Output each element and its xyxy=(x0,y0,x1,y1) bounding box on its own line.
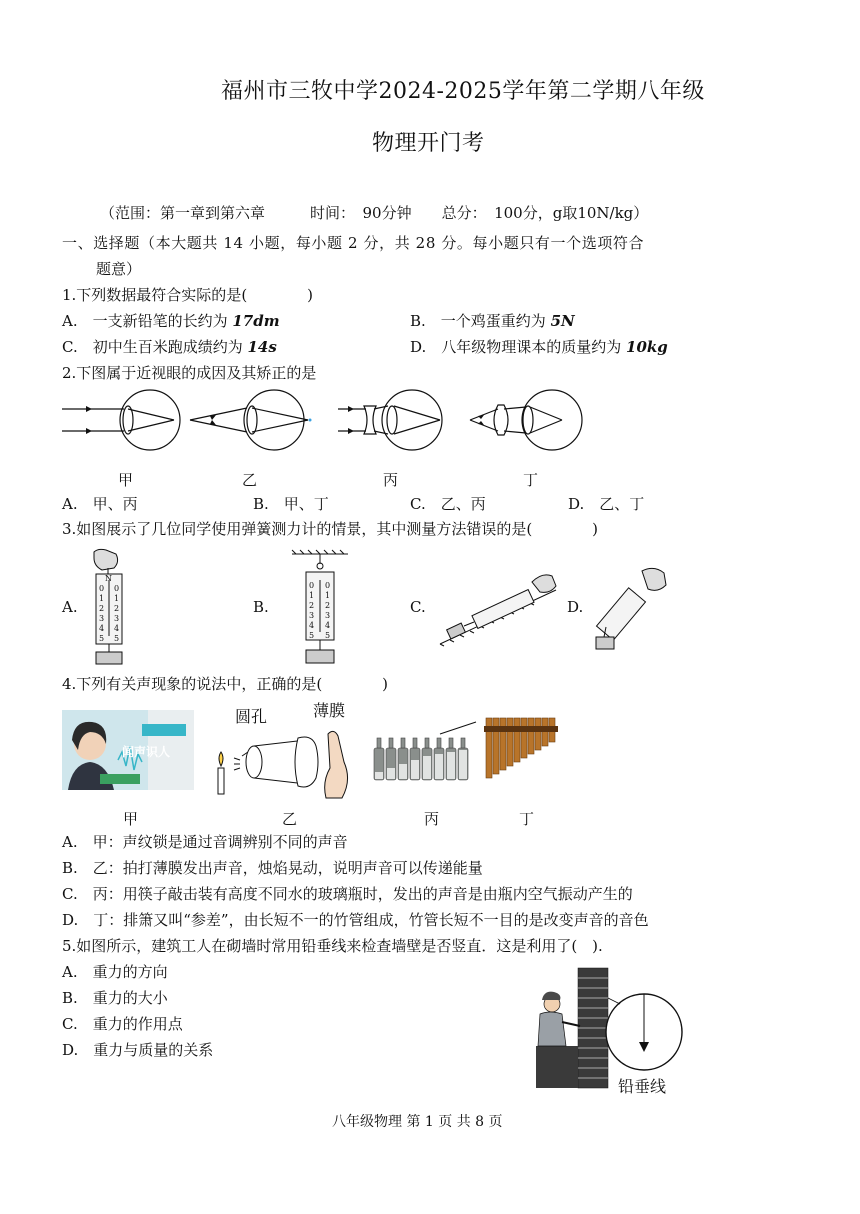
svg-text:5: 5 xyxy=(114,634,120,643)
q4-voiceprint-image xyxy=(62,710,194,790)
svg-text:1: 1 xyxy=(325,591,331,600)
exam-info: （范围：第一章到第六章 时间： 90分钟 总分： 100分，g取10N/kg） xyxy=(100,204,649,222)
svg-text:2: 2 xyxy=(114,604,120,613)
svg-text:3: 3 xyxy=(99,614,105,623)
q3-spring-scale-d xyxy=(592,565,672,650)
q5-option-a: A. 重力的方向 xyxy=(62,963,168,981)
q4-label-jia: 甲 xyxy=(123,810,139,828)
svg-text:1: 1 xyxy=(309,591,315,600)
q5-option-b: B. 重力的大小 xyxy=(62,989,168,1007)
svg-text:3: 3 xyxy=(325,611,331,620)
q3-spring-scale-a xyxy=(88,548,138,668)
svg-text:0: 0 xyxy=(309,581,315,590)
exam-subtitle: 物理开门考 xyxy=(372,131,485,156)
q1-option-b: B. 一个鸡蛋重约为 5N xyxy=(410,312,575,330)
section-heading: 一、选择题（本大题共 14 小题，每小题 2 分，共 28 分。每小题只有一个选项符合 xyxy=(62,234,645,252)
section-heading-cont: 题意） xyxy=(96,260,142,278)
q1-option-c: C. 初中生百米跑成绩约为 14s xyxy=(62,338,277,356)
q2-label-bing: 丙 xyxy=(383,471,399,489)
svg-text:2: 2 xyxy=(325,601,331,610)
q2-option-c: C. 乙、丙 xyxy=(410,495,486,513)
svg-text:0: 0 xyxy=(99,584,105,593)
q3-label-d: D. xyxy=(567,598,584,616)
svg-text:4: 4 xyxy=(99,624,105,633)
q5-option-c: C. 重力的作用点 xyxy=(62,1015,183,1033)
q4-label-yi: 乙 xyxy=(282,810,298,828)
q3-label-a: A. xyxy=(62,598,78,616)
q2-option-b: B. 甲、丁 xyxy=(253,495,329,513)
q2-stem: 2.下图属于近视眼的成因及其矫正的是 xyxy=(62,364,317,382)
q4-label-ding: 丁 xyxy=(519,810,535,828)
q2-label-yi: 乙 xyxy=(242,471,258,489)
q4-bottles-image xyxy=(372,718,472,782)
q4-option-c: C. 丙：用筷子敲击装有高度不同水的玻璃瓶时，发出的声音是由瓶内空气振动产生的 xyxy=(62,885,633,903)
q1-option-a: A. 一支新铅笔的长约为 17dm xyxy=(62,312,280,330)
q4-candle-tube-image xyxy=(212,722,362,804)
svg-text:5: 5 xyxy=(325,631,331,640)
q4-stem: 4.下列有关声现象的说法中，正确的是( ) xyxy=(62,675,389,693)
page-footer: 八年级物理 第 1 页 共 8 页 xyxy=(332,1114,503,1130)
svg-text:2: 2 xyxy=(309,601,315,610)
q5-option-d: D. 重力与质量的关系 xyxy=(62,1041,214,1059)
q5-stem: 5.如图所示，建筑工人在砌墙时常用铅垂线来检查墙壁是否竖直．这是利用了( ). xyxy=(62,937,603,955)
q2-label-jia: 甲 xyxy=(118,471,134,489)
q3-spring-scale-c xyxy=(440,558,560,648)
q2-label-ding: 丁 xyxy=(523,471,539,489)
q3-label-c: C. xyxy=(410,598,426,616)
q4-label-bing: 丙 xyxy=(424,810,440,828)
q3-label-b: B. xyxy=(253,598,269,616)
svg-text:0: 0 xyxy=(114,584,120,593)
svg-text:4: 4 xyxy=(114,624,120,633)
q4-label-hole: 圆孔 xyxy=(235,707,268,726)
q4-option-d: D. 丁：排箫又叫“参差”，由长短不一的竹管组成，竹管长短不一目的是改变声音的音色 xyxy=(62,911,649,929)
svg-text:3: 3 xyxy=(114,614,120,623)
q5-plumb-line-image xyxy=(536,968,696,1098)
q3-a-scale-n: N xyxy=(105,574,112,583)
svg-text:1: 1 xyxy=(114,594,120,603)
q4-poster-text: 闻声识人 xyxy=(122,745,171,759)
svg-text:3: 3 xyxy=(309,611,315,620)
q4-option-a: A. 甲：声纹锁是通过音调辨别不同的声音 xyxy=(62,833,348,851)
q2-eye-diagrams xyxy=(62,385,622,455)
q3-spring-scale-b xyxy=(290,550,350,670)
q4-option-b: B. 乙：拍打薄膜发出声音，烛焰晃动，说明声音可以传递能量 xyxy=(62,859,483,877)
svg-text:0: 0 xyxy=(325,581,331,590)
q2-option-a: A. 甲、丙 xyxy=(62,495,138,513)
svg-text:1: 1 xyxy=(99,594,105,603)
svg-text:2: 2 xyxy=(99,604,105,613)
q4-label-membrane: 薄膜 xyxy=(313,701,346,720)
q1-option-d: D. 八年级物理课本的质量约为 10kg xyxy=(410,338,668,356)
q3-stem: 3.如图展示了几位同学使用弹簧测力计的情景，其中测量方法错误的是( ) xyxy=(62,520,599,538)
svg-text:4: 4 xyxy=(325,621,331,630)
svg-text:5: 5 xyxy=(99,634,105,643)
q4-pan-flute-image xyxy=(484,718,558,780)
q5-plumb-label: 铅垂线 xyxy=(618,1077,667,1096)
q2-option-d: D. 乙、丁 xyxy=(568,495,645,513)
exam-title: 福州市三牧中学2024-2025学年第二学期八年级 xyxy=(221,79,705,104)
svg-text:5: 5 xyxy=(309,631,315,640)
q1-stem: 1.下列数据最符合实际的是( ) xyxy=(62,286,314,304)
svg-text:4: 4 xyxy=(309,621,315,630)
